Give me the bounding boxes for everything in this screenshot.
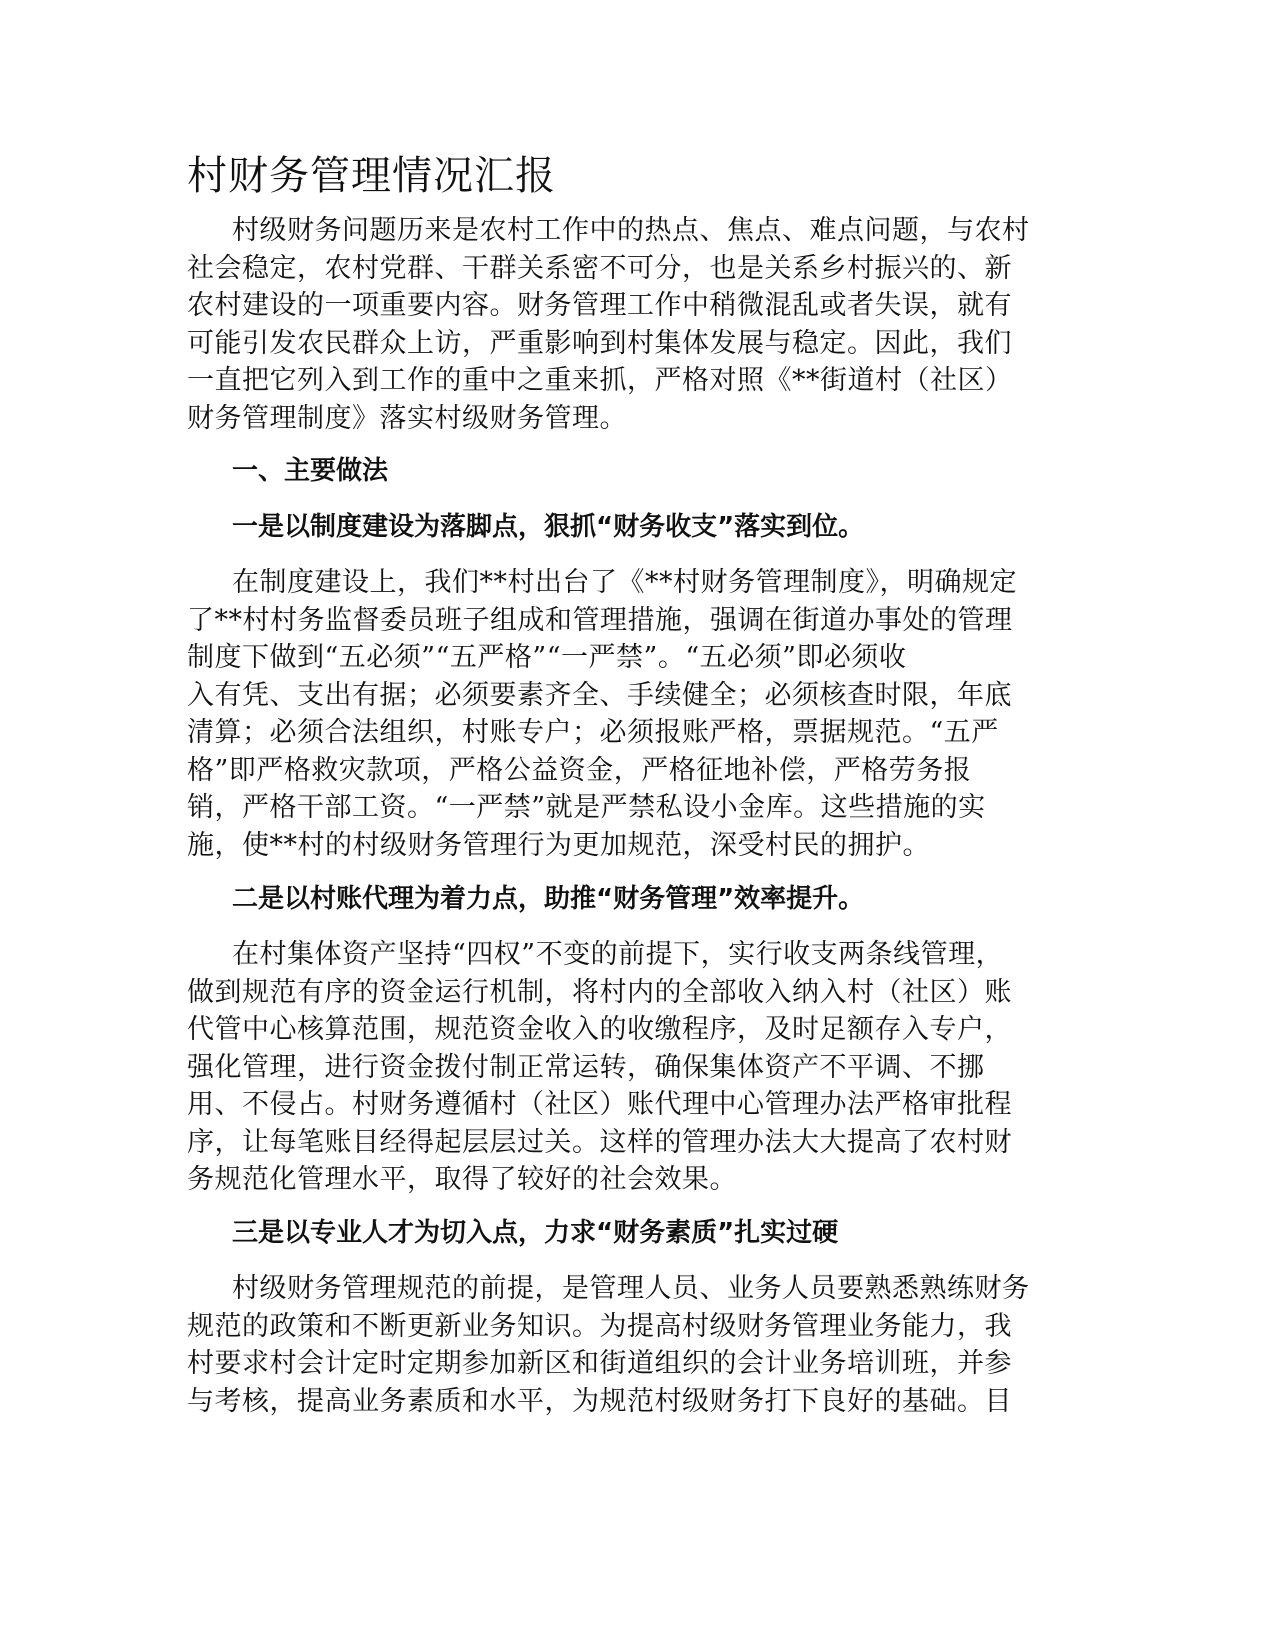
paragraph-line: 做到规范有序的资金运行机制，将村内的全部收入纳入村（社区）账 — [187, 976, 1012, 1008]
paragraph-line: 施，使**村的村级财务管理行为更加规范，深受村民的拥护。 — [187, 829, 930, 861]
paragraph-line: 制度下做到“五必须”“五严格”“一严禁”。“五必须”即必须收 — [187, 642, 907, 673]
paragraph-line: 与考核，提高业务素质和水平，为规范村级财务打下良好的基础。目 — [187, 1385, 1012, 1417]
paragraph-line: 村要求村会计定时定期参加新区和街道组织的会计业务培训班，并参 — [187, 1348, 1012, 1379]
paragraph-line: 村级财务管理规范的前提，是管理人员、业务人员要熟悉熟练财务 — [232, 1273, 1030, 1304]
paragraph-line: 财务管理制度》落实村级财务管理。 — [187, 402, 627, 434]
subsection-heading-professional-talent: 三是以专业人才为切入点，力求“财务素质”扎实过硬 — [232, 1218, 839, 1248]
section-heading-main-practices: 一、主要做法 — [232, 456, 389, 486]
paragraph-line: 清算；必须合法组织，村账专户；必须报账严格，票据规范。“五严 — [187, 717, 999, 748]
paragraph-line: 社会稳定，农村党群、干群关系密不可分，也是关系乡村振兴的、新 — [187, 252, 1012, 284]
paragraph-line: 序，让每笔账目经得起层层过关。这样的管理办法大大提高了农村财 — [187, 1126, 1012, 1158]
paragraph-line: 农村建设的一项重要内容。财务管理工作中稍微混乱或者失误，就有 — [187, 290, 1012, 321]
paragraph-line: 入有凭、支出有据；必须要素齐全、手续健全；必须核查时限，年底 — [187, 679, 1012, 711]
paragraph-line: 一直把它列入到工作的重中之重来抓，严格对照《**街道村（社区） — [187, 365, 1013, 396]
account-agency-paragraph — [187, 936, 1077, 1199]
subsection-heading-system-building: 一是以制度建设为落脚点，狠抓“财务收支”落实到位。 — [232, 512, 865, 542]
paragraph-line: 代管中心核算范围，规范资金收入的收缴程序，及时足额存入专户， — [187, 1014, 1012, 1045]
paragraph-line: 格”即严格救灾款项，严格公益资金，严格征地补偿，严格劳务报 — [187, 754, 972, 786]
paragraph-line: 强化管理，进行资金拨付制正常运转，确保集体资产不平调、不挪 — [187, 1051, 985, 1083]
paragraph-line: 务规范化管理水平，取得了较好的社会效果。 — [187, 1164, 737, 1195]
paragraph-line: 销，严格干部工资。“一严禁”就是严禁私设小金库。这些措施的实 — [187, 792, 986, 823]
paragraph-line: 规范的政策和不断更新业务知识。为提高村级财务管理业务能力，我 — [187, 1310, 1012, 1342]
subsection-heading-account-agency: 二是以村账代理为着力点，助推“财务管理”效率提升。 — [232, 884, 865, 914]
paragraph-line: 在村集体资产坚持“四权”不变的前提下，实行收支两条线管理， — [232, 939, 1004, 970]
intro-paragraph — [187, 212, 1077, 437]
professional-talent-paragraph — [187, 1270, 1077, 1420]
paragraph-line: 在制度建设上，我们**村出台了《**村财务管理制度》，明确规定 — [232, 567, 1017, 598]
paragraph-line: 用、不侵占。村财务遵循村（社区）账代理中心管理办法严格审批程 — [187, 1089, 1012, 1120]
document-title: 村财务管理情况汇报 — [187, 153, 556, 199]
system-building-paragraph — [187, 564, 1077, 864]
paragraph-line: 村级财务问题历来是农村工作中的热点、焦点、难点问题，与农村 — [232, 215, 1030, 246]
paragraph-line: 了**村村务监督委员班子组成和管理措施，强调在街道办事处的管理 — [187, 604, 1013, 636]
paragraph-line: 可能引发农民群众上访，严重影响到村集体发展与稳定。因此，我们 — [187, 327, 1012, 359]
